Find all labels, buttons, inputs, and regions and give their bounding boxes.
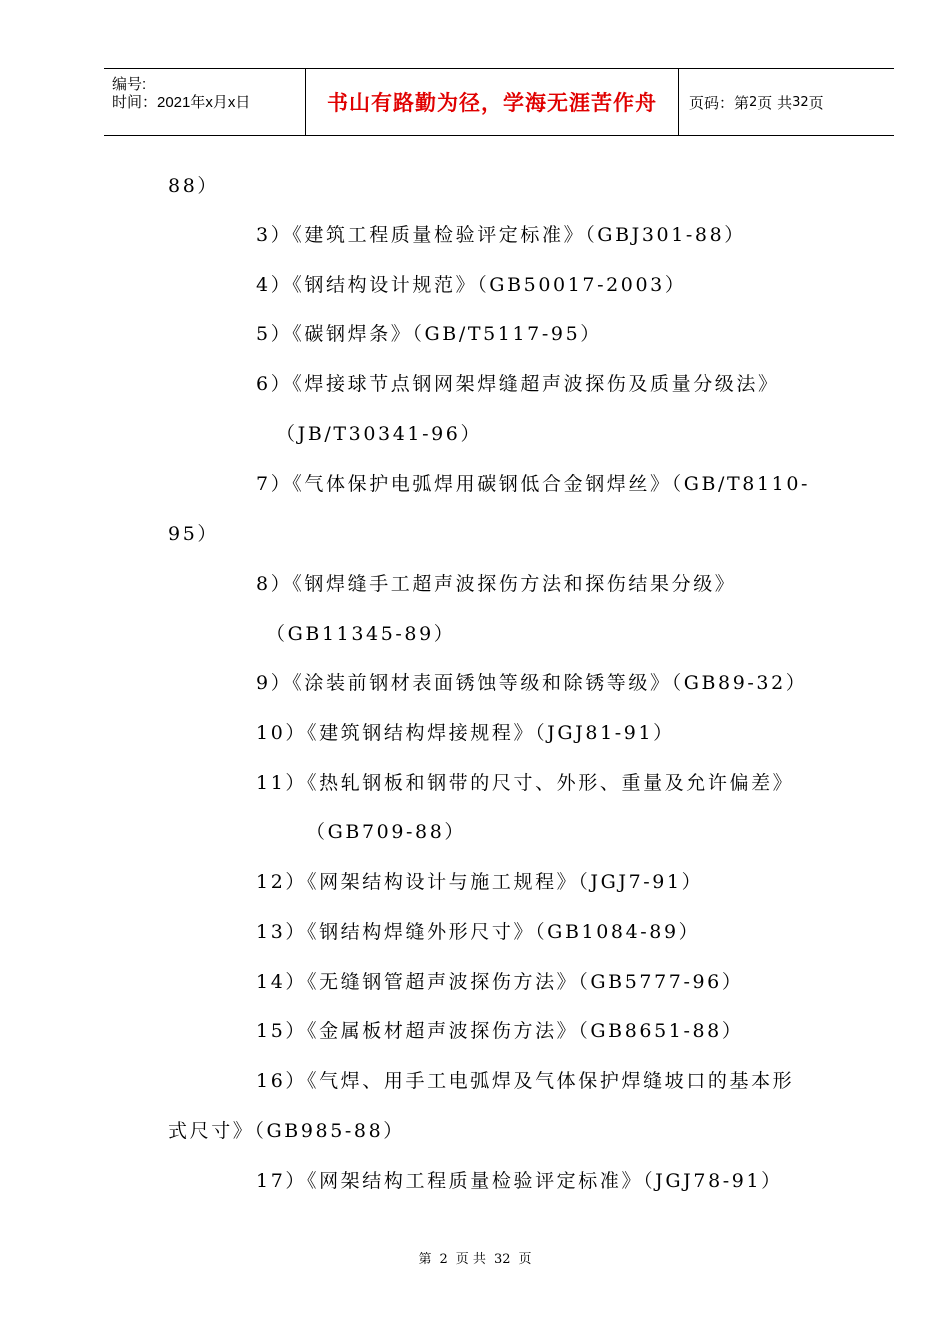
text-line: 7）《气体保护电弧焊用碳钢低合金钢焊丝》（GB/T8110-: [256, 473, 811, 495]
text-line: （JB/T30341-96）: [276, 423, 483, 445]
footer-end: 页: [518, 1252, 532, 1267]
header-motto: 书山有路勤为径，学海无涯苦作舟: [327, 91, 657, 115]
text-line: 17）《网架结构工程质量检验评定标准》（JGJ78-91）: [256, 1170, 783, 1192]
text-line: 8）《钢焊缝手工超声波探伤方法和探伤结果分级》: [256, 573, 737, 595]
footer-pre: 第: [418, 1252, 432, 1267]
text-line: 10）《建筑钢结构焊接规程》（JGJ81-91）: [256, 722, 675, 744]
text-line: （GB709-88）: [306, 821, 467, 843]
document-time-label: 时间：2021年x月x日: [112, 94, 251, 111]
text-line: 12）《网架结构设计与施工规程》（JGJ7-91）: [256, 871, 704, 893]
footer-page-total: 32: [493, 1252, 511, 1267]
text-line: （GB11345-89）: [266, 623, 456, 645]
footer-mid: 页 共: [455, 1252, 486, 1267]
page-footer: [0, 1248, 950, 1267]
text-line: 式尺寸》（GB985-88）: [168, 1120, 405, 1142]
text-line: 5）《碳钢焊条》（GB/T5117-95）: [256, 323, 602, 345]
header-motto-cell: [306, 69, 679, 135]
text-line: 9）《涂装前钢材表面锈蚀等级和除锈等级》（GB89-32）: [256, 672, 808, 694]
text-line: 11）《热轧钢板和钢带的尺寸、外形、重量及允许偏差》: [256, 772, 795, 794]
header-page-total: 32: [792, 94, 809, 110]
footer-page-number: 2: [439, 1252, 448, 1267]
page-header: [104, 68, 894, 136]
text-line: 16）《气焊、用手工电弧焊及气体保护焊缝坡口的基本形: [256, 1070, 795, 1092]
text-line: 88）: [168, 175, 219, 197]
text-line: 95）: [168, 523, 219, 545]
text-line: 13）《钢结构焊缝外形尺寸》（GB1084-89）: [256, 921, 701, 943]
header-page-number: 2: [749, 94, 758, 110]
text-line: 6）《焊接球节点钢网架焊缝超声波探伤及质量分级法》: [256, 373, 780, 395]
header-page-mid: 页 共: [757, 93, 793, 112]
document-number-label: 编号:: [112, 76, 147, 93]
header-page-cell: [679, 69, 894, 135]
header-page-label: 页码：第: [689, 93, 750, 112]
text-line: 14）《无缝钢管超声波探伤方法》（GB5777-96）: [256, 971, 744, 993]
header-page-end: 页: [808, 93, 824, 112]
text-line: 4）《钢结构设计规范》（GB50017-2003）: [256, 274, 687, 296]
header-meta-cell: [104, 69, 306, 135]
text-line: 15）《金属板材超声波探伤方法》（GB8651-88）: [256, 1020, 744, 1042]
text-line: 3）《建筑工程质量检验评定标准》（GBJ301-88）: [256, 224, 746, 246]
